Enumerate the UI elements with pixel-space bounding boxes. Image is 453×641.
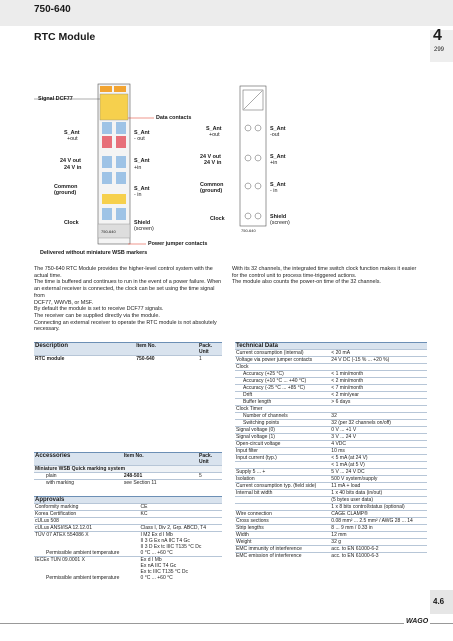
tech-row: Accuracy (+25 °C) < 1 min/month <box>235 371 427 378</box>
shield-label: Shield <box>134 220 151 226</box>
tech-row: Switching points 32 (per 32 channels on/off) <box>235 420 427 427</box>
r-shield-label: Shield <box>270 214 287 220</box>
v24-in-label: 24 V in <box>64 165 82 171</box>
accessories-table: Accessories Item No. Pack. Unit Miniature WSB Quick marking system plain 248-501 5 with marking see Section 11 <box>34 452 222 486</box>
part-number: 750-640 <box>34 4 71 15</box>
tech-row: Buffer length > 6 days <box>235 399 427 406</box>
right-wiring-diagram <box>200 82 310 242</box>
r-common-label: Common <box>200 182 224 188</box>
tech-row: Input filter 10 ms <box>235 448 427 455</box>
s-ant-out-minus-sub: - out <box>134 136 145 142</box>
r-s-ant-in-plus-sub: +in <box>270 160 278 166</box>
r-ground-label: (ground) <box>200 188 223 194</box>
r-s-ant-in-minus-sub: - in <box>270 188 278 194</box>
clock-label: Clock <box>64 220 79 226</box>
tech-row: Number of channels 32 <box>235 413 427 420</box>
left-module-drawing <box>34 82 214 260</box>
tech-row: EMC immunity of interference acc. to EN 61000-6-2 <box>235 546 427 553</box>
data-contacts-label: Data contacts <box>156 115 192 121</box>
v24-out-label: 24 V out <box>60 158 81 164</box>
r-v24-out-label: 24 V out <box>200 154 221 160</box>
tech-row: Drift < 2 min/year <box>235 392 427 399</box>
s-ant-in-plus-sub: +in <box>134 165 142 171</box>
tech-row: Current consumption typ. (field side) 11 mA + load <box>235 483 427 490</box>
tech-row: Wire connection CAGE CLAMP® <box>235 511 427 518</box>
power-jumper-label: Power jumper contacts <box>148 241 208 247</box>
tech-row: EMC emission of interference acc. to EN 61000-6-3 <box>235 553 427 560</box>
tech-row: (5 bytes user data) <box>235 497 427 504</box>
tech-row: < 1 mA (at 5 V) <box>235 462 427 469</box>
tech-row: Isolation 500 V system/supply <box>235 476 427 483</box>
r-s-ant-out-minus-sub: -out <box>270 132 280 138</box>
tech-row: Cross sections 0.08 mm² ... 2.5 mm² / AWG 28 ... 14 <box>235 518 427 525</box>
module-title: RTC Module <box>34 31 96 43</box>
tech-row: Signal voltage (1) 3 V ... 24 V <box>235 434 427 441</box>
left-wiring-diagram <box>34 82 214 260</box>
diagram-caption: Delivered without miniature WSB markers <box>40 250 148 256</box>
tech-row: Open-circuit voltage 4 VDC <box>235 441 427 448</box>
tech-row: Input current (typ.) < 5 mA (at 24 V) <box>235 455 427 462</box>
r-s-ant-out-minus-label: S_Ant <box>270 126 286 132</box>
r-s-ant-out-plus-sub: +out <box>209 132 220 138</box>
section-number: 4 <box>433 27 442 44</box>
r-screen-label: (screen) <box>270 220 290 226</box>
r-s-ant-in-plus-label: S_Ant <box>270 154 286 160</box>
tech-row: Voltage via power jumper contacts 24 V DC (-15 % ... +20 %) <box>235 357 427 364</box>
tech-row: Weight 32 g <box>235 539 427 546</box>
s-ant-in-minus-label: S_Ant <box>134 186 150 192</box>
side-page-number: 4.6 <box>433 597 445 606</box>
footer-line <box>0 623 453 624</box>
approvals-table: Approvals Conformity marking CE Korea Certification KC cULus 508 cULus ANSI/ISA 12.12.01 Class I, Div 2, Grp. ABCD, T4 TÜV 07 ATEX 554086 X I M2 Ex d I Mb II 3 G Ex nA IIC T4 Gc II 3 D Ex tc IIIC T135 °C Dc Permissible ambient temperature 0 °C ... +60 °C IECEx TUN 09.0001 X Ex d I Mb Ex nA IIC T4 Gc Ex tc IIIC T135 °C Dc Permissible ambient temperature 0 °C ... +60 °C <box>34 496 222 581</box>
description-table: Description Item No. Pack. Unit RTC module 750-640 1 <box>34 342 222 362</box>
tech-row: Strip lengths 8 ... 9 mm / 0.33 in <box>235 525 427 532</box>
tech-row: Width 12 mm <box>235 532 427 539</box>
common-label: Common <box>54 184 78 190</box>
wago-logo: WAGO <box>406 618 429 625</box>
tech-row: Supply 5 ... + 5 V ... 24 V DC <box>235 469 427 476</box>
description-right: With its 32 channels, the integrated time switch clock function makes it easier for the control unit to process time-triggered actions. The module also counts the power-on time of the 32 channels. <box>232 266 417 286</box>
tech-row: Signal voltage (0) 0 V ... +1 V <box>235 427 427 434</box>
tech-row: Current consumption (internal) < 20 mA <box>235 350 427 357</box>
technical-data-table: Technical Data Current consumption (internal) < 20 mA Voltage via power jumper contacts 24 V DC (-15 % ... +20 %) Clock Accuracy (+25 °C) < 1 min/month Accuracy (+10 °C ... +40 °C) < 2 min/month Accuracy (-25 °C ... +85 °C) < 7 min/month Drift < 2 min/year Buffer length > 6 days Clock Timer Number of channels 32 Switching points 32 (per 32 channels on/off) Signal voltage (0) 0 V ... +1 V Signal voltage (1) 3 V ... 24 V Open-circuit voltage 4 VDC Input filter 10 ms Input current (typ.) < 5 mA (at 24 V) < 1 mA (at 5 V) Supply 5 ... + 5 V ... 24 V DC Isolation 500 V system/supply Current consumption typ. (field side) 11 mA + load Internal bit width 1 x 40 bits data (in/out) (5 bytes user data) 1 x 8 bits control/status (optional) Wire connection CAGE CLAMP® Cross sections 0.08 mm² ... 2.5 mm² / AWG 28 ... 14 Strip lengths 8 ... 9 mm / 0.33 in Width 12 mm Weight 32 g EMC immunity of interference acc. to EN 61000-6-2 EMC emission of interference acc. to EN 61000-6-3 <box>235 342 427 559</box>
r-s-ant-out-plus-label: S_Ant <box>206 126 222 132</box>
r-v24-in-label: 24 V in <box>204 160 222 166</box>
s-ant-out-minus-label: S_Ant <box>134 130 150 136</box>
tech-row: Accuracy (-25 °C ... +85 °C) < 7 min/month <box>235 385 427 392</box>
tech-row: Accuracy (+10 °C ... +40 °C) < 2 min/month <box>235 378 427 385</box>
right-module-label: 750-640 <box>241 228 256 233</box>
description-left: The 750-640 RTC Module provides the higher-level control system with the actual time. The time is buffered and continues to run in the event of a power failure. When an external receiver is connected, the clock can be set using the time signal from DCF77, WWVB, or MSF. By default the module is set to receive DCF77 signals. The receiver can be supplied directly via the module. Connecting an external receiver to operate the RTC module is not absolutely necessary. <box>34 266 222 333</box>
ground-label: (ground) <box>54 190 77 196</box>
tech-row: Clock Timer <box>235 406 427 413</box>
s-ant-out-plus-label: S_Ant <box>64 130 80 136</box>
s-ant-in-minus-sub: - in <box>134 192 142 198</box>
s-ant-out-plus-sub: +out <box>67 136 78 142</box>
signal-label: Signal DCF77 <box>38 96 73 102</box>
tab-page-number: 299 <box>434 47 445 53</box>
left-module-label: 750-640 <box>101 229 116 234</box>
s-ant-in-plus-label: S_Ant <box>134 158 150 164</box>
screen-label: (screen) <box>134 226 154 232</box>
r-clock-label: Clock <box>210 216 225 222</box>
tech-row: 1 x 8 bits control/status (optional) <box>235 504 427 511</box>
r-s-ant-in-minus-label: S_Ant <box>270 182 286 188</box>
tech-row: Internal bit width 1 x 40 bits data (in/out) <box>235 490 427 497</box>
tech-row: Clock <box>235 364 427 371</box>
